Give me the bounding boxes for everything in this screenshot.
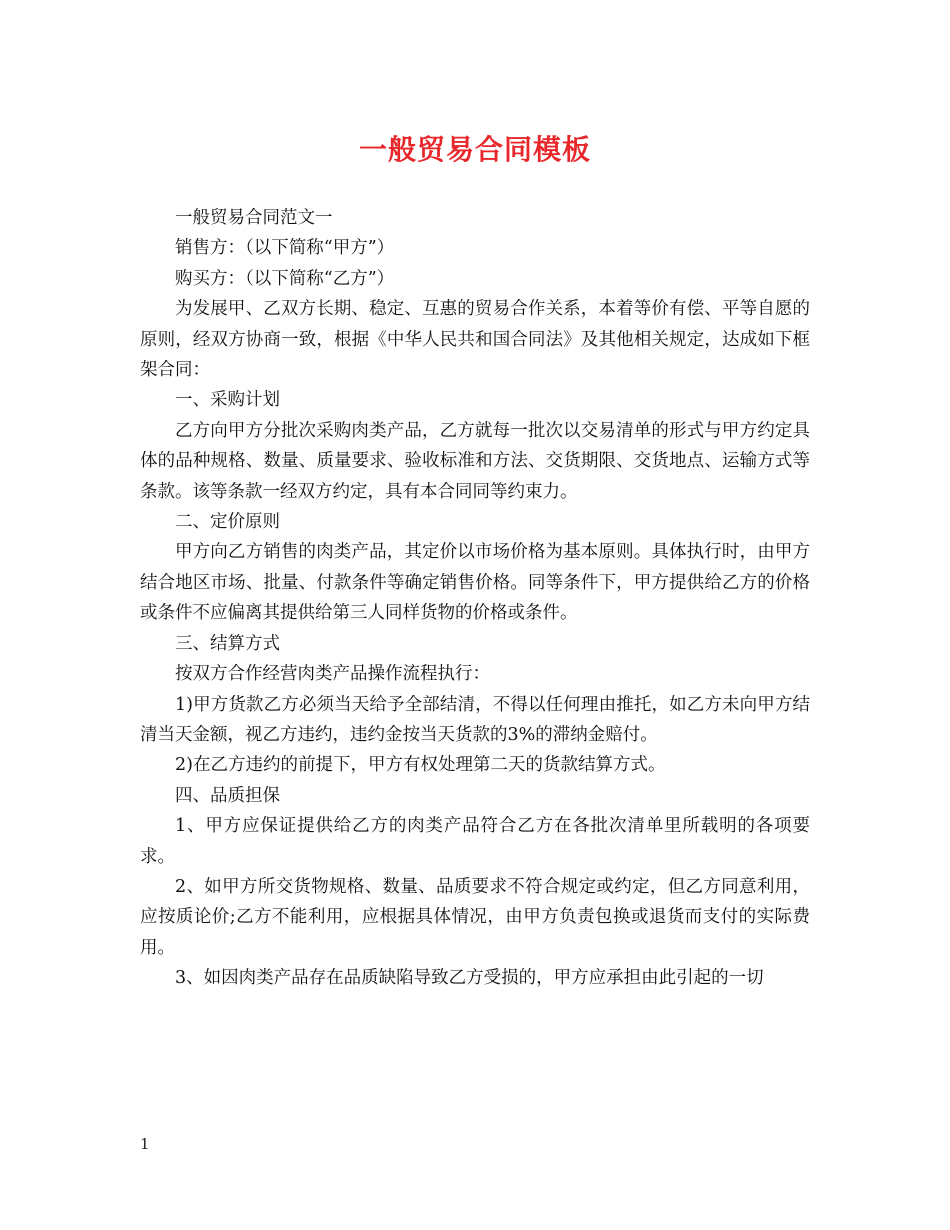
section-heading: 三、结算方式 xyxy=(175,633,280,654)
paragraph: 一般贸易合同范文一 xyxy=(175,208,333,228)
paragraph: 2)在乙方违约的前提下，甲方有权处理第二天的货款结算方式。 xyxy=(175,755,666,776)
page-number: 1 xyxy=(140,1135,150,1153)
paragraph: 2、如甲方所交货物规格、数量、品质要求不符合规定或约定，但乙方同意利用，应按质论价;乙方不能利用，应根据具体情况，由甲方负责包换或退货而支付的实际费用。 xyxy=(140,876,810,958)
paragraph: 1、甲方应保证提供给乙方的肉类产品符合乙方在各批次清单里所载明的各项要求。 xyxy=(140,816,810,867)
paragraph: 1)甲方货款乙方必须当天给予全部结清，不得以任何理由推托，如乙方未向甲方结清当天金额，视乙方违约，违约金按当天货款的3%的滞纳金赔付。 xyxy=(140,694,810,745)
paragraph: 销售方：（以下简称“甲方”） xyxy=(175,238,395,259)
paragraph: 乙方向甲方分批次采购肉类产品，乙方就每一批次以交易清单的形式与甲方约定具体的品种规格、数量、质量要求、验收标准和方法、交货期限、交货地点、运输方式等条款。该等条款一经双方约定，具有本合同同等约束力。 xyxy=(140,420,810,502)
section-heading: 四、品质担保 xyxy=(175,785,280,806)
paragraph: 为发展甲、乙双方长期、稳定、互惠的贸易合作关系，本着等价有偿、平等自愿的原则，经双方协商一致，根据《中华人民共和国合同法》及其他相关规定，达成如下框架合同： xyxy=(140,299,810,381)
paragraph: 按双方合作经营肉类产品操作流程执行： xyxy=(175,664,490,685)
paragraph: 甲方向乙方销售的肉类产品，其定价以市场价格为基本原则。具体执行时，由甲方结合地区市场、批量、付款条件等确定销售价格。同等条件下，甲方提供给乙方的价格或条件不应偏离其提供给第三人同样货物的价格或条件。 xyxy=(140,542,810,624)
section-heading: 一、采购计划 xyxy=(175,390,280,411)
paragraph: 3、如因肉类产品存在品质缺陷导致乙方受损的，甲方应承担由此引起的一切 xyxy=(175,968,764,989)
document-title: 一般贸易合同模板 xyxy=(358,133,591,166)
document-body xyxy=(140,203,810,994)
section-heading: 二、定价原则 xyxy=(175,512,280,533)
paragraph: 购买方：（以下简称“乙方”） xyxy=(175,268,395,289)
